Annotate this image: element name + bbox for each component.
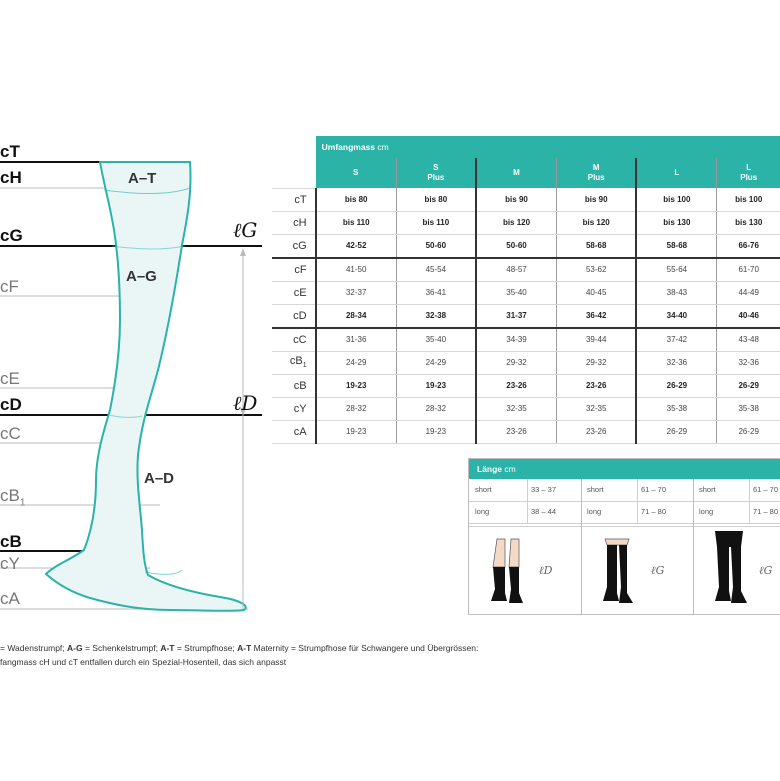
pantyhose-length-label: ℓG bbox=[759, 564, 773, 577]
size-cell: 26-29 bbox=[636, 420, 717, 443]
size-row-label: cG bbox=[272, 234, 316, 258]
pantyhose-icon bbox=[707, 529, 751, 607]
size-column-header: S bbox=[316, 158, 397, 188]
size-cell: 24-29 bbox=[396, 351, 476, 374]
size-cell: 26-29 bbox=[717, 420, 780, 443]
size-row-label: cF bbox=[272, 258, 316, 282]
zone-at-label: A–T bbox=[128, 170, 157, 187]
level-cf-label: cF bbox=[0, 277, 19, 296]
level-cy-label: cY bbox=[0, 554, 20, 573]
size-cell: 23-26 bbox=[476, 374, 557, 397]
size-row-label: cB bbox=[272, 374, 316, 397]
size-row-label: cH bbox=[272, 211, 316, 234]
size-cell: 55-64 bbox=[636, 258, 717, 282]
length-cell: short bbox=[587, 485, 604, 494]
level-ch-label: cH bbox=[0, 168, 22, 187]
size-cell: 43-48 bbox=[717, 328, 780, 352]
size-cell: 28-32 bbox=[396, 397, 476, 420]
size-row-label: cY bbox=[272, 397, 316, 420]
size-cell: bis 100 bbox=[636, 188, 717, 211]
size-table-body bbox=[272, 188, 780, 443]
size-table-title: Umfangmass cm bbox=[316, 136, 780, 158]
length-cell: 38 – 44 bbox=[531, 507, 557, 516]
size-table-row bbox=[272, 258, 780, 282]
size-column-header: L bbox=[636, 158, 717, 188]
size-cell: 34-40 bbox=[636, 304, 717, 328]
size-cell: bis 90 bbox=[476, 188, 557, 211]
size-header-row bbox=[272, 158, 780, 188]
size-cell: 24-29 bbox=[316, 351, 397, 374]
calf-stocking-icon bbox=[483, 537, 527, 607]
size-cell: 32-36 bbox=[636, 351, 717, 374]
leg-diagram bbox=[0, 0, 270, 620]
level-ct-label: cT bbox=[0, 142, 20, 161]
size-cell: 35-40 bbox=[396, 328, 476, 352]
thigh-stocking-icon bbox=[595, 537, 639, 607]
length-ld-label: ℓD bbox=[233, 391, 258, 415]
size-cell: 35-38 bbox=[636, 397, 717, 420]
size-cell: 26-29 bbox=[717, 374, 780, 397]
thigh-length-label: ℓG bbox=[651, 564, 665, 577]
size-cell: 23-26 bbox=[557, 374, 637, 397]
size-table-row bbox=[272, 281, 780, 304]
length-cell: long bbox=[475, 507, 490, 516]
size-cell: 38-43 bbox=[636, 281, 717, 304]
size-cell: 19-23 bbox=[316, 420, 397, 443]
level-cg-label: cG bbox=[0, 226, 23, 245]
size-column-header: L Plus bbox=[717, 158, 780, 188]
length-cell: 71 – 80 bbox=[753, 507, 779, 516]
size-cell: 37-42 bbox=[636, 328, 717, 352]
size-table-row bbox=[272, 211, 780, 234]
circumference-size-table bbox=[272, 136, 780, 444]
calf-length-label: ℓD bbox=[539, 564, 553, 577]
size-table-row bbox=[272, 234, 780, 258]
size-cell: 61-70 bbox=[717, 258, 780, 282]
size-cell: 32-35 bbox=[476, 397, 557, 420]
size-table-row bbox=[272, 188, 780, 211]
size-row-label: cC bbox=[272, 328, 316, 352]
size-table-row bbox=[272, 420, 780, 443]
size-cell: bis 130 bbox=[717, 211, 780, 234]
level-ce-label: cE bbox=[0, 369, 20, 388]
size-cell: 39-44 bbox=[557, 328, 637, 352]
size-cell: bis 110 bbox=[316, 211, 397, 234]
size-cell: 35-40 bbox=[476, 281, 557, 304]
level-cd-label: cD bbox=[0, 395, 22, 414]
size-cell: 23-26 bbox=[476, 420, 557, 443]
size-column-header: S Plus bbox=[396, 158, 476, 188]
size-row-label: cD bbox=[272, 304, 316, 328]
zone-ag-label: A–G bbox=[126, 268, 157, 285]
size-cell: 29-32 bbox=[476, 351, 557, 374]
size-cell: 44-49 bbox=[717, 281, 780, 304]
size-cell: bis 110 bbox=[396, 211, 476, 234]
zone-ad-label: A–D bbox=[144, 470, 175, 487]
level-cb1-label: $cB_1$ bbox=[0, 486, 26, 509]
size-cell: 32-37 bbox=[316, 281, 397, 304]
size-cell: 48-57 bbox=[476, 258, 557, 282]
length-cell: 61 – 70 bbox=[753, 485, 779, 494]
length-cell: 61 – 70 bbox=[641, 485, 667, 494]
footnote-line-1: = Wadenstrumpf; A-G = Schenkelstrumpf; A-T = Strumpfhose; A-T Maternity = Strumpfhose für Schwangere und Übergrössen: bbox=[0, 643, 479, 653]
length-cell: long bbox=[699, 507, 714, 516]
size-cell: 31-36 bbox=[316, 328, 397, 352]
size-cell: 23-26 bbox=[557, 420, 637, 443]
size-row-label: cE bbox=[272, 281, 316, 304]
length-cell: 71 – 80 bbox=[641, 507, 667, 516]
length-cell: short bbox=[475, 485, 492, 494]
size-cell: 45-54 bbox=[396, 258, 476, 282]
level-ca-label: cA bbox=[0, 589, 20, 608]
size-column-header: M bbox=[476, 158, 557, 188]
size-cell: bis 80 bbox=[316, 188, 397, 211]
size-cell: 40-45 bbox=[557, 281, 637, 304]
size-table-row bbox=[272, 328, 780, 352]
size-cell: 53-62 bbox=[557, 258, 637, 282]
size-cell: 32-36 bbox=[717, 351, 780, 374]
size-cell: 58-68 bbox=[636, 234, 717, 258]
level-cb-label: cB bbox=[0, 532, 22, 551]
size-row-label: cA bbox=[272, 420, 316, 443]
length-table bbox=[468, 458, 780, 615]
size-cell: 66-76 bbox=[717, 234, 780, 258]
level-cc-label: cC bbox=[0, 424, 21, 443]
size-cell: bis 90 bbox=[557, 188, 637, 211]
size-column-header: M Plus bbox=[557, 158, 637, 188]
footnote-line-2: fangmass cH und cT entfallen durch ein Spezial-Hosenteil, das sich anpasst bbox=[0, 657, 287, 667]
size-cell: bis 100 bbox=[717, 188, 780, 211]
length-table-title: Länge cm bbox=[469, 459, 780, 479]
size-cell: 28-34 bbox=[316, 304, 397, 328]
size-cell: 58-68 bbox=[557, 234, 637, 258]
size-cell: 32-35 bbox=[557, 397, 637, 420]
size-cell: bis 80 bbox=[396, 188, 476, 211]
size-cell: 36-41 bbox=[396, 281, 476, 304]
length-cell: 33 – 37 bbox=[531, 485, 557, 494]
size-cell: bis 120 bbox=[476, 211, 557, 234]
size-cell: bis 120 bbox=[557, 211, 637, 234]
size-cell: 40-46 bbox=[717, 304, 780, 328]
size-cell: 26-29 bbox=[636, 374, 717, 397]
leg-outline bbox=[46, 162, 246, 611]
size-table-row bbox=[272, 351, 780, 374]
size-table-row bbox=[272, 374, 780, 397]
size-cell: 41-50 bbox=[316, 258, 397, 282]
size-cell: 50-60 bbox=[396, 234, 476, 258]
size-cell: 35-38 bbox=[717, 397, 780, 420]
length-lg-label: ℓG bbox=[233, 218, 258, 242]
size-cell: 32-38 bbox=[396, 304, 476, 328]
length-cell: long bbox=[587, 507, 602, 516]
size-cell: 19-23 bbox=[316, 374, 397, 397]
size-cell: 19-23 bbox=[396, 374, 476, 397]
size-cell: 28-32 bbox=[316, 397, 397, 420]
size-cell: 42-52 bbox=[316, 234, 397, 258]
size-table-row bbox=[272, 304, 780, 328]
size-cell: 19-23 bbox=[396, 420, 476, 443]
size-cell: 34-39 bbox=[476, 328, 557, 352]
size-cell: 50-60 bbox=[476, 234, 557, 258]
size-row-label: $cB_1$ bbox=[272, 351, 316, 374]
length-cell: short bbox=[699, 485, 716, 494]
size-cell: 36-42 bbox=[557, 304, 637, 328]
size-table-row bbox=[272, 397, 780, 420]
size-row-label: cT bbox=[272, 188, 316, 211]
size-cell: bis 130 bbox=[636, 211, 717, 234]
size-cell: 29-32 bbox=[557, 351, 637, 374]
size-cell: 31-37 bbox=[476, 304, 557, 328]
